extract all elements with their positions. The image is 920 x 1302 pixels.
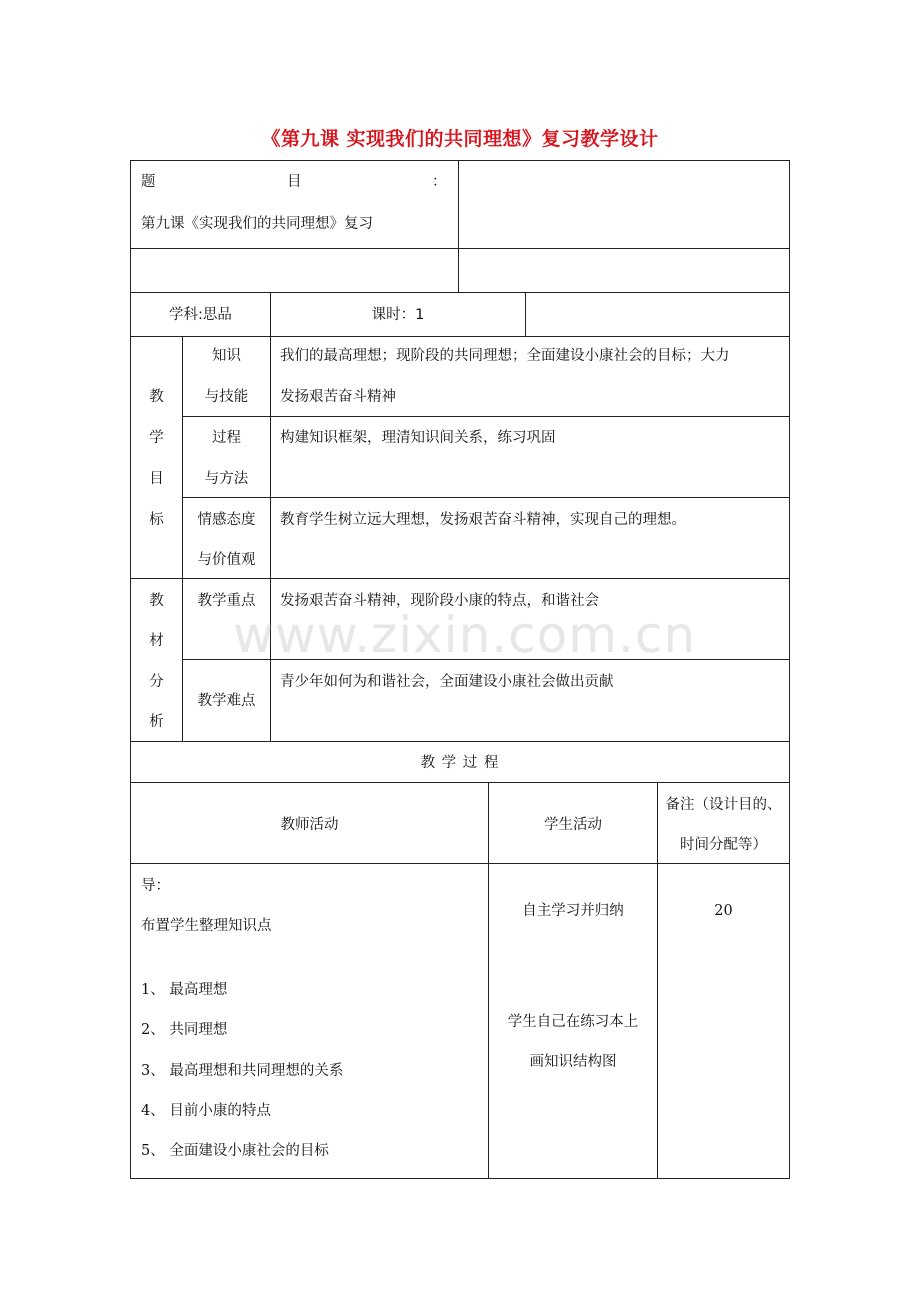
analysis-text: 发扬艰苦奋斗精神，现阶段小康的特点，和谐社会 [280, 593, 599, 609]
table-rule [130, 336, 790, 337]
student-activity-header: 学生活动 [544, 817, 602, 833]
student-activity-line: 画知识结构图 [529, 1054, 617, 1070]
analysis-group-char: 分 [149, 674, 164, 690]
topic-label-char: 题 [141, 174, 156, 190]
table-border [789, 160, 790, 1179]
objectives-group-char: 教 [149, 389, 164, 405]
objectives-group-char: 标 [149, 512, 164, 528]
teacher-activity-line: 3、 最高理想和共同理想的关系 [141, 1063, 344, 1079]
objective-label: 过程 [212, 430, 241, 446]
table-rule [525, 292, 526, 336]
notes-value: 20 [714, 903, 733, 919]
objectives-group-char: 学 [149, 430, 164, 446]
notes-header: 时间分配等） [680, 837, 767, 853]
objective-label: 知识 [212, 348, 241, 364]
objective-text: 发扬艰苦奋斗精神 [280, 389, 396, 405]
hours-cell: 课时：1 [371, 307, 425, 323]
teacher-activity-header: 教师活动 [280, 817, 339, 833]
topic-label-char: ： [432, 174, 447, 190]
notes-header: 备注（设计目的、 [665, 797, 782, 813]
table-rule [130, 578, 790, 579]
objective-text: 我们的最高理想；现阶段的共同理想；全面建设小康社会的目标；大力 [280, 348, 730, 364]
table-rule [130, 863, 790, 864]
teacher-activity-line: 布置学生整理知识点 [141, 918, 272, 934]
table-border [130, 160, 790, 161]
teacher-activity-line: 5、 全面建设小康社会的目标 [141, 1143, 329, 1159]
topic-value: 第九课《实现我们的共同理想》复习 [141, 216, 373, 232]
analysis-label: 教学重点 [197, 593, 256, 609]
table-rule [130, 292, 790, 293]
table-rule [130, 782, 790, 783]
analysis-group-char: 教 [149, 593, 164, 609]
table-rule [458, 160, 459, 292]
teacher-activity-line: 导： [141, 878, 170, 894]
objective-text: 构建知识框架，理清知识间关系，练习巩固 [280, 430, 556, 446]
watermark: www.zixin.com.cn [233, 606, 697, 664]
analysis-text: 青少年如何为和谐社会，全面建设小康社会做出贡献 [280, 674, 614, 690]
objective-label: 与方法 [204, 471, 249, 487]
objective-label: 与价值观 [197, 552, 256, 568]
table-border [130, 1178, 790, 1179]
student-activity-line: 学生自己在练习本上 [507, 1014, 639, 1030]
table-rule [130, 248, 790, 249]
subject-cell: 学科:思品 [169, 307, 232, 323]
analysis-group-char: 析 [149, 714, 164, 730]
analysis-label: 教学难点 [197, 693, 256, 709]
objective-label: 与技能 [204, 389, 249, 405]
table-rule [182, 497, 790, 498]
table-rule [270, 336, 271, 741]
process-header: 教 学 过 程 [420, 755, 500, 771]
objectives-group-char: 目 [149, 471, 164, 487]
document-title: 《第九课 实现我们的共同理想》复习教学设计 [261, 128, 659, 150]
objective-text: 教育学生树立远大理想，发扬艰苦奋斗精神，实现自己的理想。 [280, 512, 686, 528]
teacher-activity-line: 1、 最高理想 [141, 982, 228, 998]
analysis-group-char: 材 [149, 633, 164, 649]
objective-label: 情感态度 [197, 512, 256, 528]
table-rule [182, 416, 790, 417]
student-activity-line: 自主学习并归纳 [522, 903, 624, 919]
teacher-activity-line: 2、 共同理想 [141, 1022, 228, 1038]
topic-label-char: 目 [287, 174, 302, 190]
teacher-activity-line: 4、 目前小康的特点 [141, 1103, 271, 1119]
table-rule [130, 741, 790, 742]
table-rule [488, 782, 489, 1178]
